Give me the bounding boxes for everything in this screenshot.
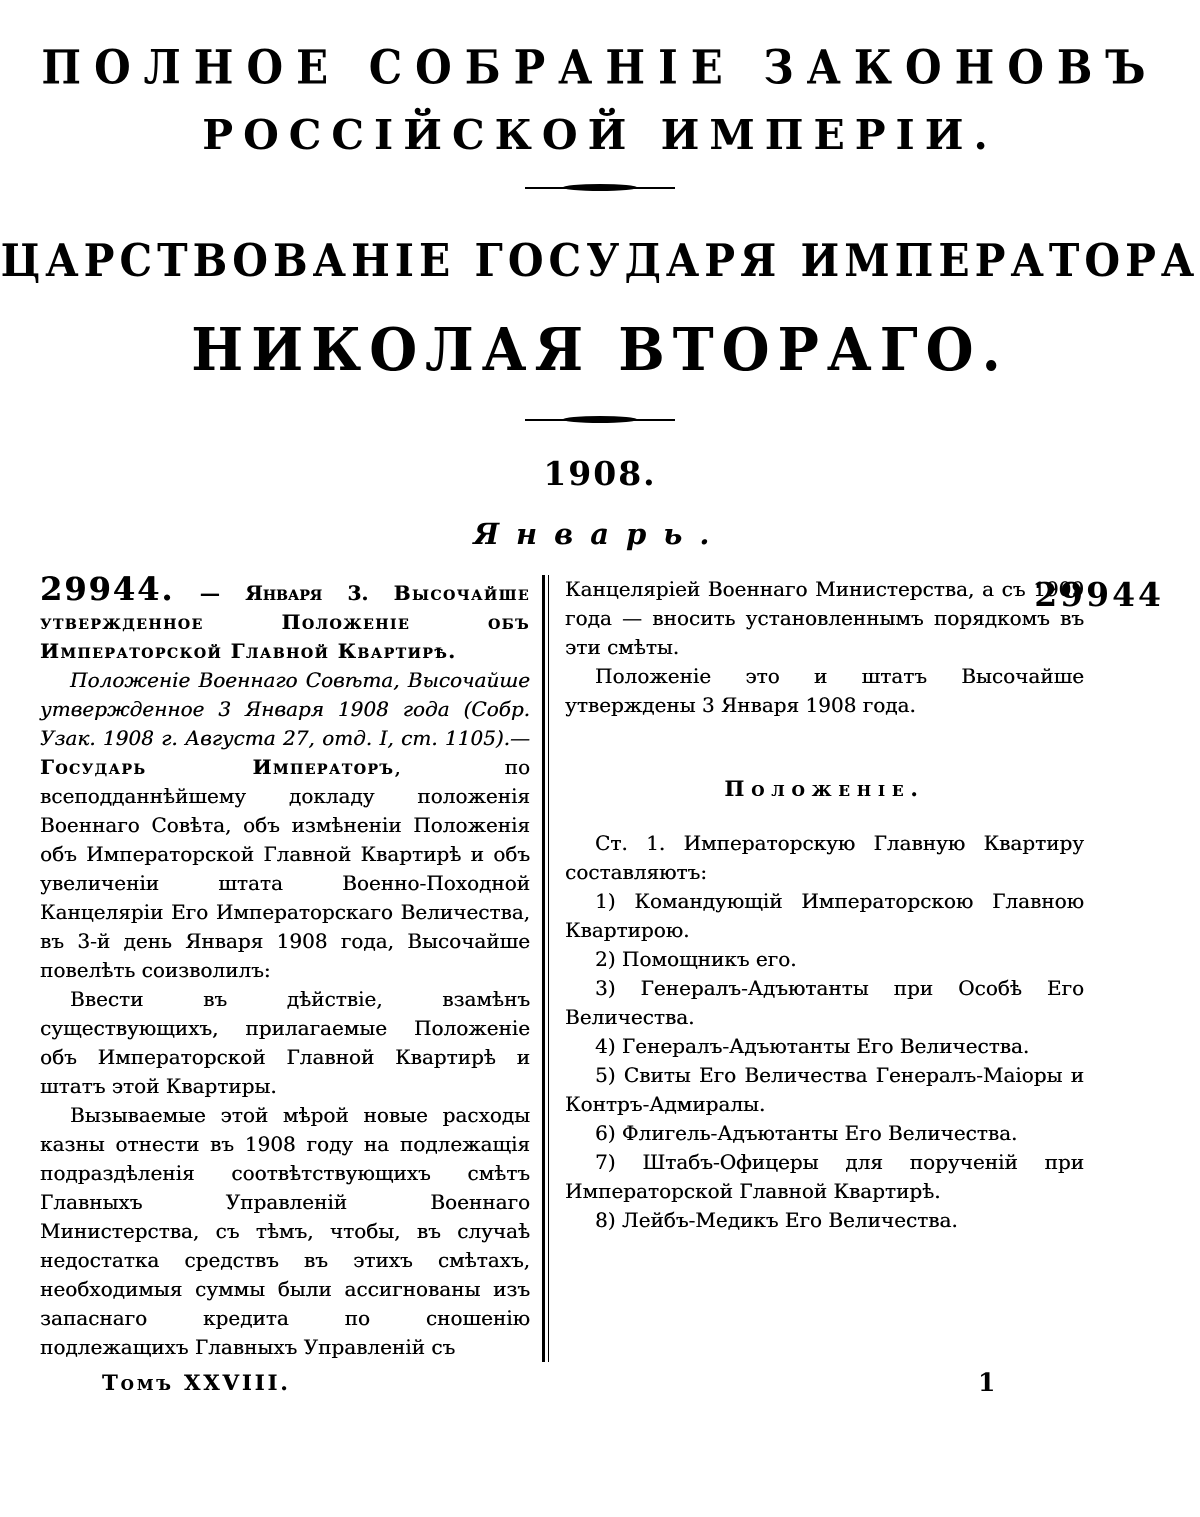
entry-heading-paragraph: [40, 570, 530, 666]
page-number: 1: [978, 1368, 996, 1397]
preamble-body: , по всеподданнѣйшему докладу положенія Военнаго Совѣта, объ измѣненіи Положенія объ Императорской Главной Квартирѣ и объ увеличеніи штата Военно-Походной Канцеляріи Его Императорскаго Величества, въ 3-й день Января 1908 года, Высочайше повелѣть соизволилъ:: [40, 755, 530, 982]
reign-title-line1: ЦАРСТВОВАНІЕ ГОСУДАРЯ ИМПЕРАТОРА: [0, 234, 1200, 287]
enactment-paragraph: Ввести въ дѣйствіе, взамѣнъ существующихъ, прилагаемые Положеніе объ Императорской Главной Квартирѣ и штатъ этой Квартиры.: [40, 987, 530, 1098]
approval-paragraph: Положеніе это и штатъ Высочайше утверждены 3 Января 1908 года.: [565, 664, 1084, 717]
law-text-block: [0, 570, 1200, 1362]
preamble-paragraph: [40, 666, 530, 985]
two-column-layout: [40, 570, 1084, 1362]
ornament-rule: [525, 183, 675, 192]
entry-title: Высочайше утвержденное Положеніе объ Императорской Главной Квартирѣ.: [40, 581, 530, 663]
column-divider-rule: [542, 575, 549, 1362]
statute-heading: Положеніе.: [724, 776, 925, 801]
article1-intro: Ст. 1. Императорскую Главную Квартиру составляютъ:: [565, 831, 1084, 884]
article-item: 2) Помощникъ его.: [595, 947, 797, 971]
collection-title-line1: ПОЛНОЕ СОБРАНІЕ ЗАКОНОВЪ: [41, 40, 1159, 95]
ornament-rule: [525, 415, 675, 424]
article-item: 5) Свиты Его Величества Генералъ-Маіоры и Контръ-Адмиралы.: [565, 1063, 1084, 1116]
month-heading: Январь.: [473, 517, 727, 551]
entry-date: — Января 3.: [174, 581, 394, 605]
funding-paragraph: Вызываемые этой мѣрой новые расходы казны отнести въ 1908 году на подлежащія подраздѣленія соотвѣтствующихъ смѣтъ Главныхъ Управленій Военнаго Министерства, съ тѣмъ, чтобы, въ случаѣ недостатка средствъ въ этихъ смѣтахъ, необходимыя суммы были ассигнованы изъ запаснаго кредита по сношенію подлежащихъ Главныхъ Управленій съ: [40, 1103, 530, 1359]
year-heading: 1908.: [543, 454, 657, 493]
article1-items: [565, 887, 1084, 1235]
article-item: 6) Флигель-Адъютанты Его Величества.: [595, 1121, 1018, 1145]
masthead: [0, 0, 1200, 551]
page-footer: [0, 1366, 1200, 1410]
volume-label: Томъ XXVIII.: [102, 1370, 291, 1395]
sovereign-name: Государь Императоръ: [40, 755, 395, 779]
margin-entry-number: 29944: [1034, 575, 1164, 614]
article-item: 1) Командующій Императорскою Главною Квартирою.: [565, 889, 1084, 942]
article-item: 7) Штабъ-Офицеры для порученій при Императорской Главной Квартирѣ.: [565, 1150, 1084, 1203]
article-item: 8) Лейбъ-Медикъ Его Величества.: [595, 1208, 958, 1232]
article-item: 4) Генералъ-Адъютанты Его Величества.: [595, 1034, 1030, 1058]
right-column: [549, 575, 1084, 1362]
collection-title-line2: РОССІЙСКОЙ ИМПЕРІИ.: [202, 111, 998, 159]
reign-title-line2: НИКОЛАЯ ВТОРАГО.: [191, 314, 1009, 385]
funding-continuation-paragraph: Канцеляріей Военнаго Министерства, а съ 1909 года — вносить установленнымъ порядкомъ въ эти смѣты.: [565, 577, 1084, 659]
preamble-source: Положеніе Военнаго Совѣта, Высочайше утвержденное 3 Января 1908 года (Собр. Узак. 1908 г. Августа 27, отд. I, ст. 1105).—: [40, 668, 530, 750]
left-column: [40, 570, 542, 1362]
article-item: 3) Генералъ-Адъютанты при Особѣ Его Величества.: [565, 976, 1084, 1029]
entry-number: 29944.: [40, 570, 175, 608]
